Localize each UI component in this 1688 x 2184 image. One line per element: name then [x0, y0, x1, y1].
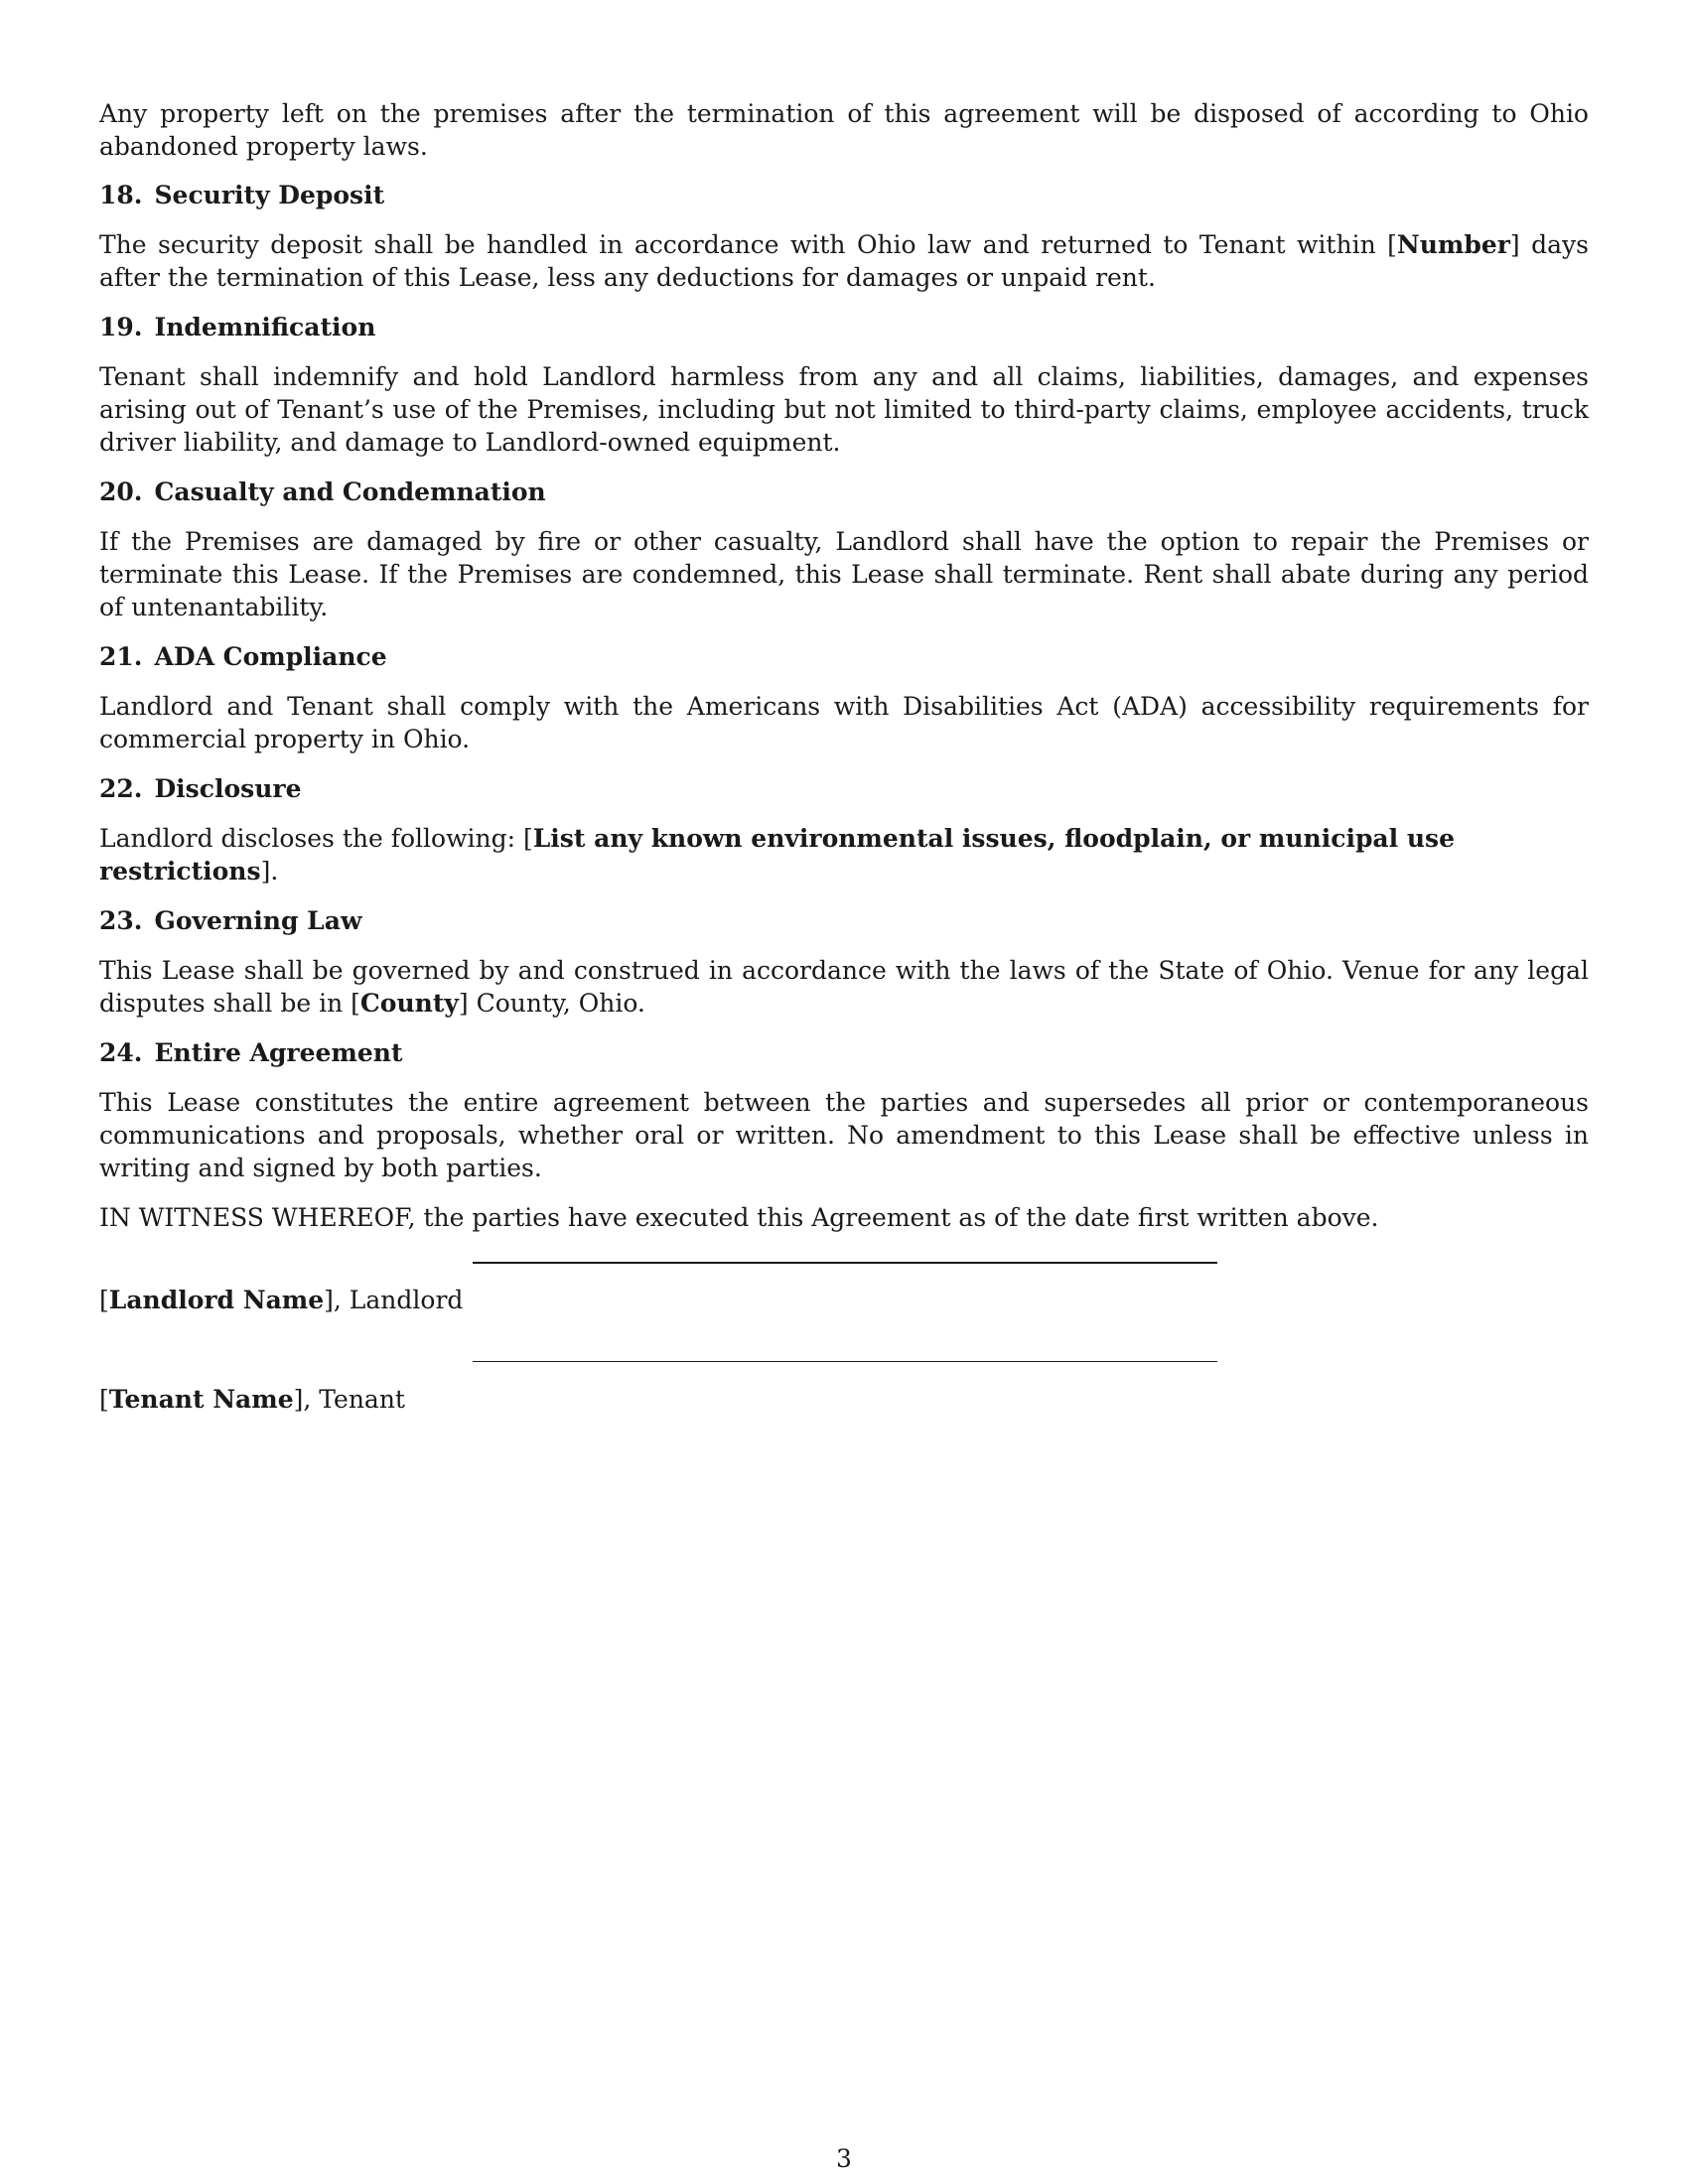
section-number: 23. — [99, 906, 143, 935]
text-segment: County, Ohio. — [468, 989, 645, 1018]
section-title: Security Deposit — [154, 181, 385, 209]
page-number: 3 — [836, 2144, 852, 2173]
section-21-text: Landlord and Tenant shall comply with the Americans with Disabilities Act (ADA) accessibility requirements for commercial property in Ohio. — [99, 692, 1589, 753]
section-20-text: If the Premises are damaged by fire or other casualty, Landlord shall have the option to repair the Premises or terminate this Lease. If the Premises are condemned, this Lease shall terminate. Rent shall abate during any period of untenantability. — [99, 527, 1589, 621]
section-title: Disclosure — [154, 774, 302, 803]
landlord-signature-label: [Landlord Name], Landlord — [99, 1286, 464, 1314]
intro-paragraph: Any property left on the premises after the termination of this agreement will be disposed of according to Ohio abandoned property laws. — [99, 99, 1589, 161]
section-number: 19. — [99, 313, 143, 341]
section-22-text: Landlord discloses the following: [List any known environmental issues, floodplain, or municipal use restrictions]. — [99, 824, 1455, 886]
section-number: 21. — [99, 642, 143, 671]
section-23-heading — [99, 904, 1589, 937]
section-title: Entire Agreement — [154, 1038, 403, 1067]
section-number: 20. — [99, 478, 143, 506]
placeholder-county: County — [359, 989, 459, 1018]
text-segment: . — [270, 857, 279, 886]
section-number: 22. — [99, 774, 143, 803]
section-20-heading — [99, 476, 1589, 508]
tenant-signature-label: [Tenant Name], Tenant — [99, 1385, 405, 1414]
section-number: 18. — [99, 181, 143, 209]
placeholder-number: Number — [1396, 230, 1510, 259]
section-19-text: Tenant shall indemnify and hold Landlord harmless from any and all claims, liabilities, damages, and expenses arising out of Tenant’s use of the Premises, including but not limited to third-party claims, employee accidents, truck driver liability, and damage to Landlord-owned equipment. — [99, 362, 1589, 457]
section-24-text: This Lease constitutes the entire agreement between the parties and supersedes all prior or contemporaneous communications and proposals, whether oral or written. No amendment to this Lease shall be effective unless in writing and signed by both parties. — [99, 1088, 1589, 1182]
section-24-heading — [99, 1036, 1589, 1069]
section-19-heading — [99, 311, 1589, 343]
section-18-heading — [99, 179, 1589, 211]
tenant-signature-line — [473, 1361, 1217, 1362]
section-title: ADA Compliance — [154, 642, 387, 671]
section-number: 24. — [99, 1038, 143, 1067]
landlord-role: , Landlord — [333, 1286, 464, 1314]
section-22-heading — [99, 772, 1589, 805]
text-segment: The security deposit shall be handled in accordance with Ohio law and returned to Tenant within — [99, 230, 1388, 259]
section-23-text: This Lease shall be governed by and construed in accordance with the laws of the State of Ohio. Venue for any legal disputes shall be in [County] County, Ohio. — [99, 956, 1589, 1018]
tenant-name-placeholder: Tenant Name — [108, 1385, 294, 1414]
section-21-heading — [99, 640, 1589, 673]
document-page — [99, 97, 1589, 1490]
section-18-text: The security deposit shall be handled in accordance with Ohio law and returned to Tenant within [Number] days after the termination of this Lease, less any deductions for damages or unpaid rent. — [99, 230, 1589, 292]
witness-statement: IN WITNESS WHEREOF, the parties have executed this Agreement as of the date first written above. — [99, 1203, 1379, 1232]
text-segment: Landlord discloses the following: — [99, 824, 523, 853]
section-title: Governing Law — [154, 906, 362, 935]
landlord-signature-line — [473, 1262, 1217, 1264]
section-title: Casualty and Condemnation — [154, 478, 546, 506]
signature-block — [99, 1262, 1589, 1490]
section-title: Indemnification — [154, 313, 376, 341]
text-segment: This Lease shall be governed by and construed in accordance with the laws of the State of Ohio. Venue for any legal disputes shall be in — [99, 956, 1589, 1018]
landlord-name-placeholder: Landlord Name — [108, 1286, 325, 1314]
text-segment: days after the termination of this Lease, less any deductions for damages or unpaid rent. — [99, 230, 1589, 292]
tenant-role: , Tenant — [303, 1385, 405, 1414]
placeholder-disclosure: List any known environmental issues, floodplain, or municipal use restrictions — [99, 824, 1455, 886]
